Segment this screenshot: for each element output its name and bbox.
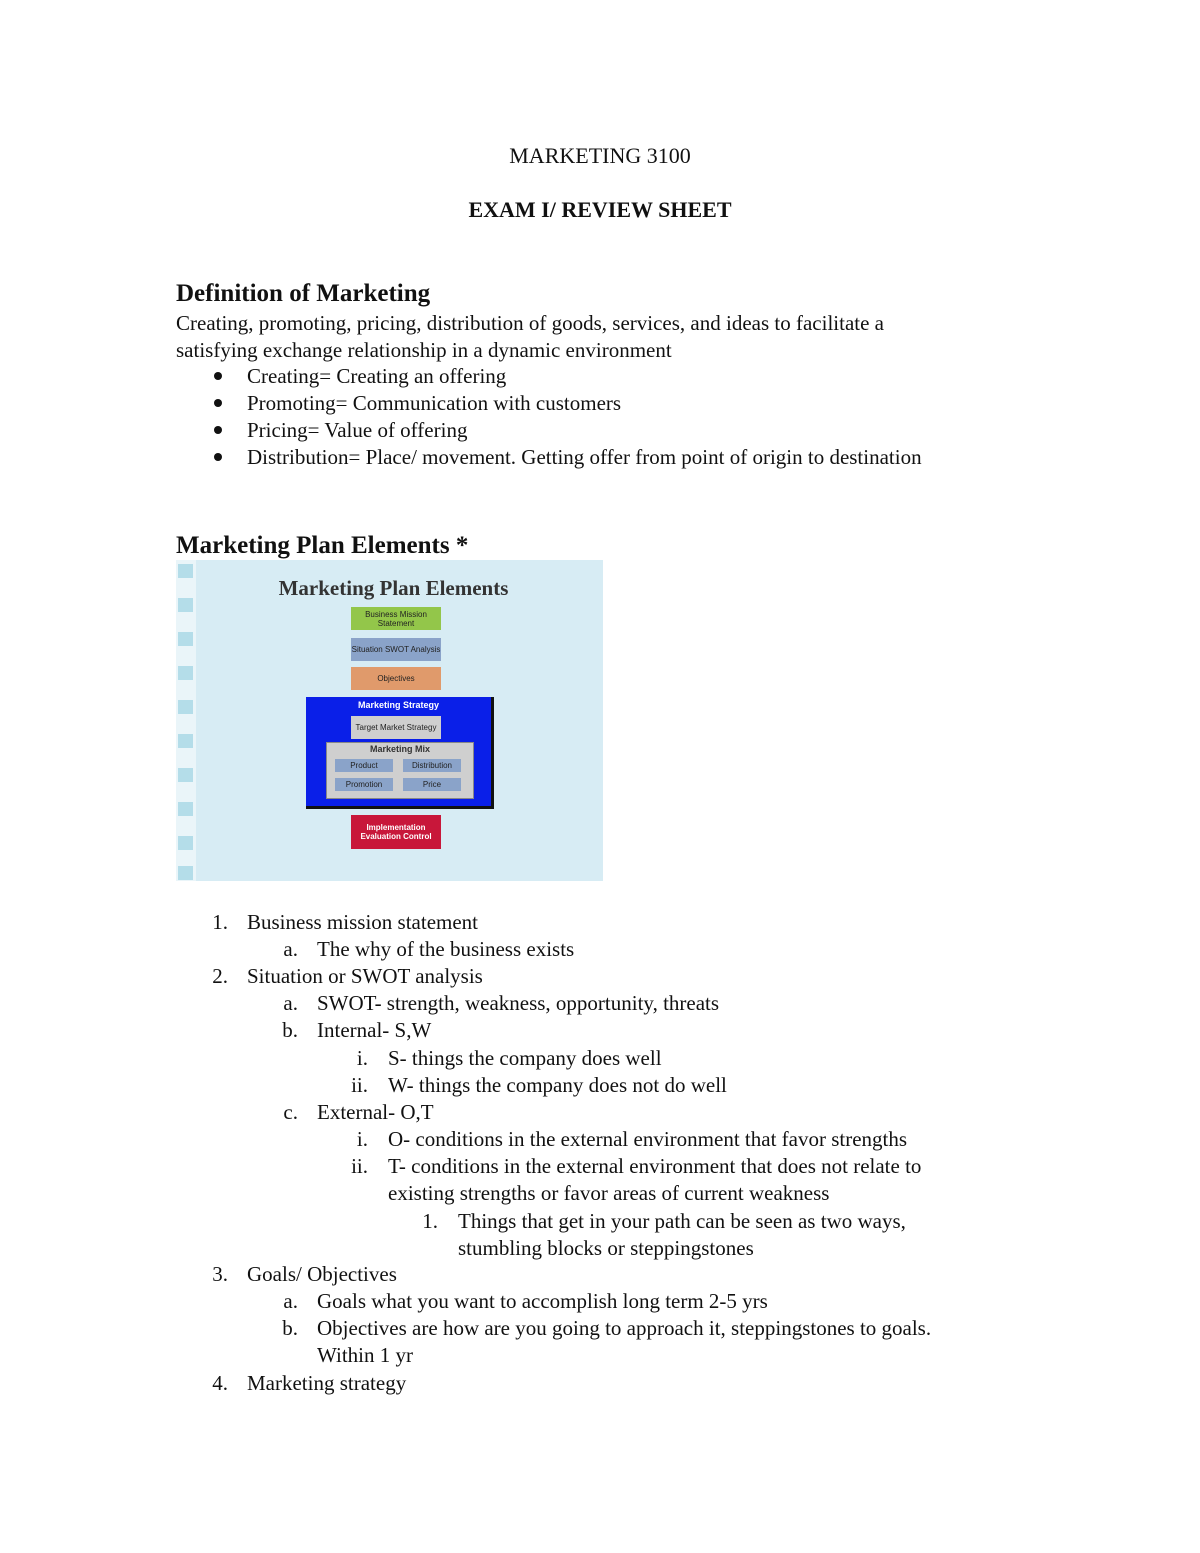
- bullet-item: Pricing= Value of offering: [176, 417, 922, 444]
- strip-square: [178, 632, 193, 646]
- list-marker: 1.: [212, 910, 228, 934]
- list-marker: i.: [356, 1046, 368, 1070]
- list-item: Internal- S,W: [317, 1018, 432, 1042]
- bullet-item: Distribution= Place/ movement. Getting offer from point of origin to destination: [176, 444, 922, 471]
- objectives-box: Objectives: [351, 667, 441, 690]
- strategy-label: Marketing Strategy: [357, 700, 440, 710]
- definition-bullet-list: [176, 363, 922, 471]
- definition-text-line-1: Creating, promoting, pricing, distribution of goods, services, and ideas to facilitate a: [176, 311, 885, 335]
- list-marker: i.: [356, 1127, 368, 1151]
- bullet-icon: [214, 372, 222, 380]
- definition-text-line-2: satisfying exchange relationship in a dynamic environment: [176, 338, 672, 362]
- strip-square: [178, 700, 193, 714]
- list-item: External- O,T: [317, 1100, 434, 1124]
- strip-square: [178, 768, 193, 782]
- list-item: O- conditions in the external environment that favor strengths: [388, 1127, 908, 1151]
- bullet-item: Promoting= Communication with customers: [176, 390, 922, 417]
- list-marker: a.: [283, 937, 298, 961]
- mix-label: Marketing Mix: [369, 744, 430, 754]
- list-item-continuation: existing strengths or favor areas of current weakness: [388, 1181, 830, 1205]
- implementation-box: Implementation Evaluation Control: [351, 815, 441, 849]
- bullet-item: Creating= Creating an offering: [176, 363, 922, 390]
- bullet-icon: [214, 426, 222, 434]
- definition-heading: Definition of Marketing: [176, 280, 431, 307]
- bullet-icon: [214, 453, 222, 461]
- list-item: The why of the business exists: [317, 937, 575, 961]
- mission-box: Business Mission Statement: [351, 607, 441, 630]
- strip-square: [178, 802, 193, 816]
- diagram-title: Marketing Plan Elements: [278, 576, 509, 600]
- list-marker: ii.: [351, 1073, 368, 1097]
- list-item: W- things the company does not do well: [388, 1073, 727, 1097]
- swot-box: Situation SWOT Analysis: [351, 638, 441, 661]
- list-marker: b.: [282, 1018, 298, 1042]
- strip-square: [178, 666, 193, 680]
- promotion-cell: Promotion: [335, 778, 393, 791]
- list-marker: 3.: [212, 1262, 228, 1286]
- list-item-continuation: Within 1 yr: [317, 1343, 413, 1367]
- price-cell: Price: [403, 778, 461, 791]
- list-item: S- things the company does well: [388, 1046, 662, 1070]
- course-title: MARKETING 3100: [509, 143, 691, 168]
- list-marker: a.: [283, 991, 298, 1015]
- list-item: Situation or SWOT analysis: [247, 964, 483, 988]
- product-cell: Product: [335, 759, 393, 772]
- list-item: Goals what you want to accomplish long term 2-5 yrs: [317, 1289, 768, 1313]
- list-item: Business mission statement: [247, 910, 478, 934]
- list-marker: 2.: [212, 964, 228, 988]
- list-item: Marketing strategy: [247, 1371, 407, 1395]
- list-marker: 1.: [422, 1209, 438, 1233]
- distribution-cell: Distribution: [403, 759, 461, 772]
- list-marker: ii.: [351, 1154, 368, 1178]
- list-item: Things that get in your path can be seen as two ways,: [458, 1209, 906, 1233]
- list-item: T- conditions in the external environment that does not relate to: [388, 1154, 922, 1178]
- marketing-strategy-box: [306, 697, 494, 809]
- plan-heading: Marketing Plan Elements *: [176, 532, 469, 559]
- list-marker: c.: [283, 1100, 298, 1124]
- marketing-mix-box: [326, 742, 474, 799]
- list-item: Objectives are how are you going to approach it, steppingstones to goals.: [317, 1316, 932, 1340]
- strip-square: [178, 734, 193, 748]
- marketing-plan-diagram: [176, 560, 603, 881]
- list-marker: a.: [283, 1289, 298, 1313]
- strip-square: [178, 836, 193, 850]
- target-market-box: Target Market Strategy: [351, 716, 441, 739]
- review-sheet-title: EXAM I/ REVIEW SHEET: [468, 197, 732, 222]
- bullet-icon: [214, 399, 222, 407]
- list-marker: 4.: [212, 1371, 228, 1395]
- list-item: Goals/ Objectives: [247, 1262, 397, 1286]
- list-marker: b.: [282, 1316, 298, 1340]
- slide-side-strip: [176, 560, 196, 881]
- strip-square: [178, 866, 193, 880]
- list-item: SWOT- strength, weakness, opportunity, threats: [317, 991, 720, 1015]
- list-item-continuation: stumbling blocks or steppingstones: [458, 1236, 754, 1260]
